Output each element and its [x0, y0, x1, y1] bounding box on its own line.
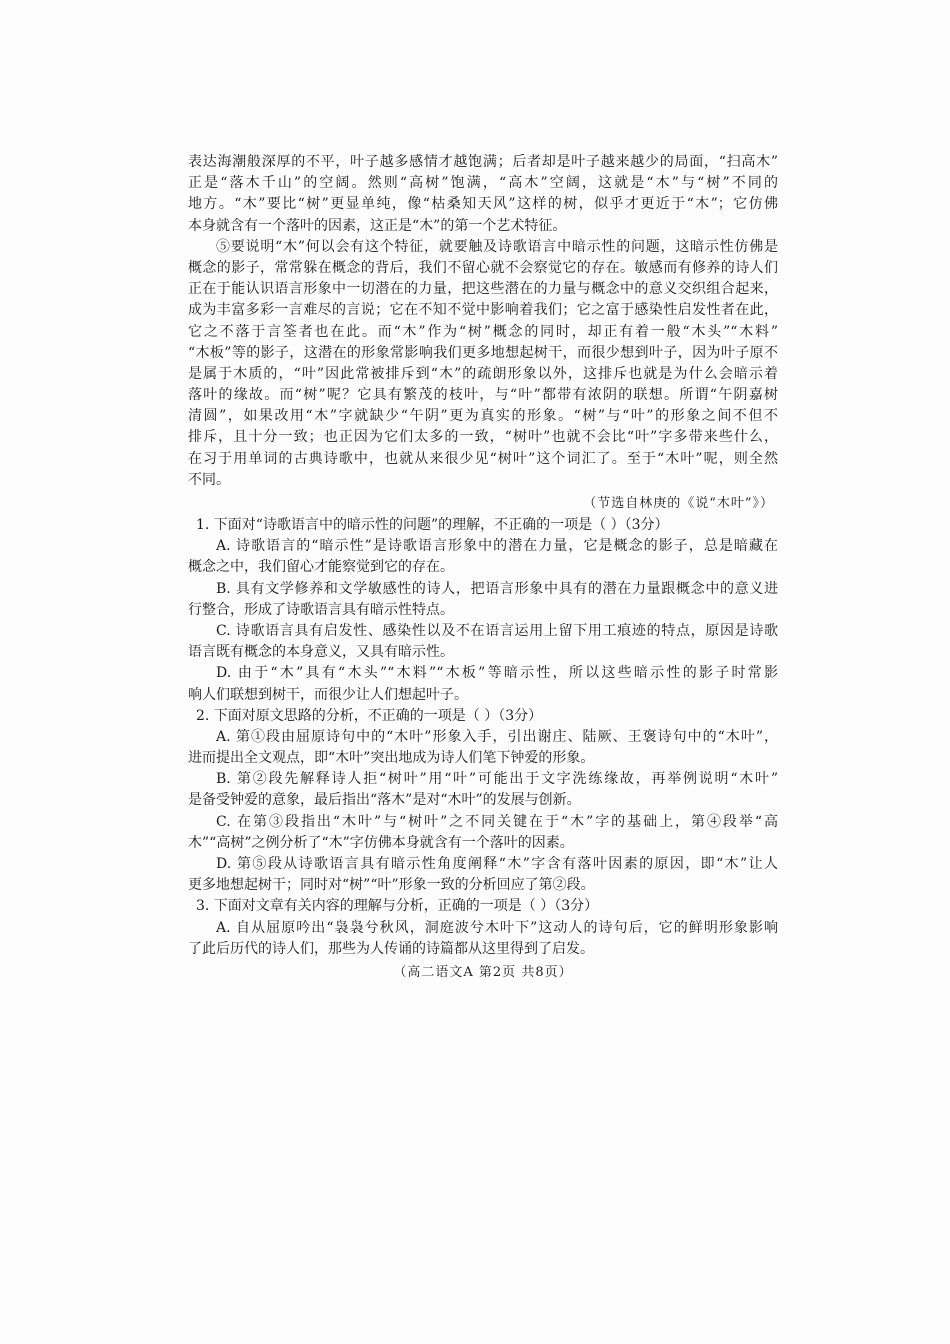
text-line: 表达海潮般深厚的不平，叶子越多感情才越饱满；后者却是叶子越来越少的局面，“扫高木”	[188, 154, 778, 170]
option-d-cont: 更多地想起树干；同时对“树”“叶”形象一致的分析回应了第②段。	[188, 877, 595, 894]
paragraph-5	[188, 237, 778, 491]
option-d: D. 由于“木”具有“木头”“木料”“木板”等暗示性，所以这些暗示性的影子时常影	[216, 665, 778, 682]
text-line: 它之不落于言筌者也在此。而“木”作为“树”概念的同时，却正有着一般“木头”“木料”	[188, 323, 778, 340]
option-d: D. 第⑤段从诗歌语言具有暗示性角度阐释“木”字含有落叶因素的原因，即“木”让人	[216, 856, 778, 872]
text-line: 概念的影子，常常躲在概念的背后，我们不留心就不会察觉它的存在。敏感而有修养的诗人们	[188, 259, 778, 276]
page-footer: （高二语文A 第2页 共8页）	[393, 964, 573, 980]
text-line: 成为丰富多彩一言难尽的言说；它在不知不觉中影响着我们；它之富于感染性启发性者在此，	[188, 302, 778, 319]
text-line: 清圆”，如果改用“木”字就缺少“午阴”更为真实的形象。“树”与“叶”的形象之间不但不	[188, 408, 778, 425]
text-line: 本身就含有一个落叶的因素，这正是“木”的第一个艺术特征。	[188, 217, 567, 234]
option-a-cont: 了此后历代的诗人们，那些为人传诵的诗篇都从这里得到了启发。	[188, 940, 594, 957]
text-line: 正是“落木千山”的空阔。然则“高树”饱满，“高木”空阔，这就是“木”与“树”不同的	[188, 175, 778, 192]
option-b: B. 具有文学修养和文学敏感性的诗人，把语言形象中具有的潜在力量跟概念中的意义进	[216, 580, 778, 597]
paragraph-4	[188, 152, 778, 237]
option-c: C. 在第③段指出“木叶”与“树叶”之不同关键在于“木”字的基础上，第④段举“高	[216, 813, 778, 830]
question-1	[188, 515, 778, 706]
text-line: “木板”等的影子，这潜在的形象常影响我们更多地想起树干，而很少想到叶子，因为叶子原不	[188, 344, 778, 361]
option-a-cont: 进而提出全文观点，即“木叶”突出地成为诗人们笔下钟爱的形象。	[188, 750, 595, 767]
question-3	[188, 896, 778, 960]
passage-source: （节选自林庚的《说“木叶”》）	[583, 496, 774, 511]
option-c-cont: 语言既有概念的本身意义，又具有暗示性。	[188, 644, 454, 661]
page-content	[188, 152, 778, 984]
question-stem: 2. 下面对原文思路的分析，不正确的一项是（ ）（3分）	[196, 707, 543, 724]
question-2	[188, 706, 778, 897]
option-a-cont: 概念之中，我们留心才能察觉到它的存在。	[188, 559, 454, 576]
option-b-cont: 是备受钟爱的意象，最后指出“落木”是对“木叶”的发展与创新。	[188, 792, 581, 809]
option-b: B. 第②段先解释诗人拒“树叶”用“叶”可能出于文字洗练缘故，再举例说明“木叶”	[216, 771, 778, 788]
option-c: C. 诗歌语言具有启发性、感染性以及不在语言运用上留下用工痕迹的特点，原因是诗歌	[216, 622, 778, 639]
option-b-cont: 行整合，形成了诗歌语言具有暗示性特点。	[188, 601, 454, 618]
option-a: A. 自从屈原吟出“袅袅兮秋风，洞庭波兮木叶下”这动人的诗句后，它的鲜明形象影响	[216, 919, 778, 936]
option-c-cont: 木”“高树”之例分析了“木”字仿佛本身就含有一个落叶的因素。	[188, 834, 574, 851]
text-line: 落叶的缘故。而“树”呢？它具有繁茂的枝叶，与“叶”都带有浓阴的联想。所谓“午阴嘉树	[188, 387, 778, 404]
text-line: 是属于木质的，“叶”因此常被排斥到“木”的疏朗形象以外，这排斥也就是为什么会暗示着	[188, 365, 778, 382]
option-d-cont: 响人们联想到树干，而很少让人们想起叶子。	[188, 686, 468, 703]
option-a: A. 诗歌语言的“暗示性”是诗歌语言形象中的潜在力量，它是概念的影子，总是暗藏在	[216, 538, 778, 555]
option-a: A. 第①段由屈原诗句中的“木叶”形象入手，引出谢庄、陆厥、王褒诗句中的“木叶”，	[216, 728, 778, 745]
text-line: 在习于用单词的古典诗歌中，也就从来很少见“树叶”这个词汇了。至于“木叶”呢，则全然	[188, 450, 778, 467]
text-line: 排斥，且十分一致；也正因为它们太多的一致，“树叶”也就不会比“叶”字多带来些什么，	[188, 429, 778, 446]
question-stem: 3. 下面对文章有关内容的理解与分析，正确的一项是（ ）（3分）	[196, 898, 599, 915]
text-line: 地方。“木”要比“树”更显单纯，像“枯桑知天风”这样的树，似乎才更近于“木”；它仿佛	[188, 196, 778, 213]
text-line: ⑤要说明“木”何以会有这个特征，就要触及诗歌语言中暗示性的问题，这暗示性仿佛是	[216, 238, 778, 255]
question-stem: 1. 下面对“诗歌语言中的暗示性的问题”的理解，不正确的一项是（ ）（3分）	[196, 517, 669, 533]
text-line: 正在于能认识语言形象中一切潜在的力量，把这些潜在的力量与概念中的意义交织组合起来，	[188, 281, 778, 298]
text-line: 不同。	[188, 471, 230, 488]
